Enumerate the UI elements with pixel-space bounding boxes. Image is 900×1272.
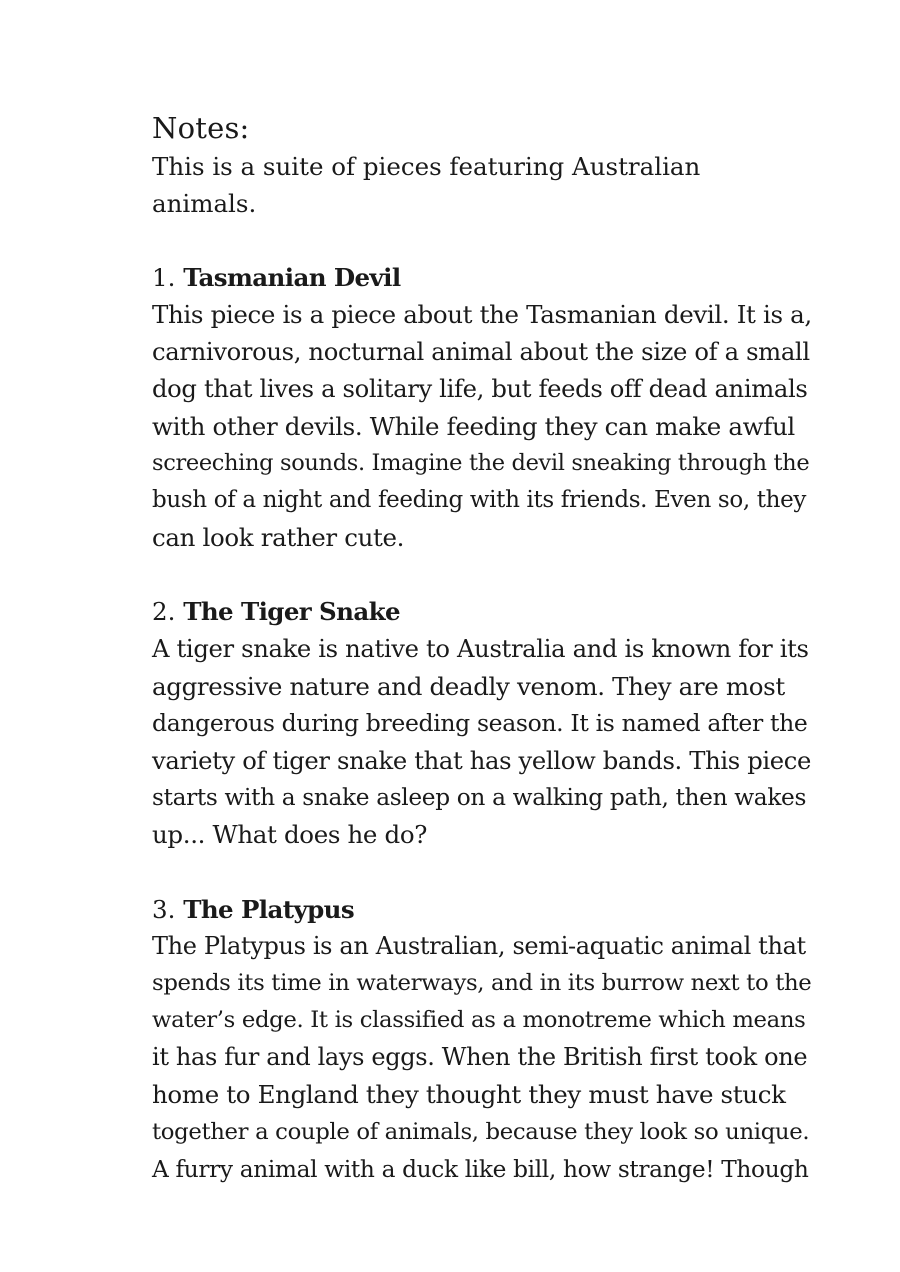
body-line: A tiger snake is native to Australia and is known for its (152, 634, 809, 664)
body-line: up... What does he do? (152, 820, 428, 850)
section-tasmanian-devil (152, 259, 812, 556)
body-line: it has fur and lays eggs. When the British first took one (152, 1043, 808, 1072)
intro-text: This is a suite of pieces featuring Australian animals. (152, 152, 701, 218)
section-tiger-snake (152, 593, 812, 853)
body-line: can look rather cute. (152, 523, 405, 553)
body-line: This piece is a piece about the Tasmanian devil. It is a, (152, 300, 812, 329)
section-title (152, 593, 812, 630)
body-line: with other devils. While feeding they can make awful (152, 411, 795, 441)
body-line: starts with a snake asleep on a walking path, then wakes (152, 784, 807, 812)
body-line: spends its time in waterways, and in its burrow next to the (152, 969, 812, 996)
body-line: dog that lives a solitary life, but feeds off dead animals (152, 374, 808, 404)
body-line: screeching sounds. Imagine the devil sneaking through the (152, 449, 810, 476)
body-line: variety of tiger snake that has yellow bands. This piece (152, 746, 812, 776)
section-title (152, 259, 812, 296)
body-line: The Platypus is an Australian, semi-aquatic animal that (152, 931, 806, 960)
section-name: The Platypus (183, 894, 355, 924)
body-line: dangerous during breeding season. It is named after the (152, 708, 808, 737)
document-page (152, 108, 812, 1188)
section-number: 2. (152, 597, 176, 627)
body-line: carnivorous, nocturnal animal about the size of a small (152, 337, 810, 367)
body-line: A furry animal with a duck like bill, how strange! Though (152, 1155, 809, 1183)
section-number: 1. (152, 263, 176, 292)
notes-heading: Notes: (152, 111, 250, 145)
body-line: bush of a night and feeding with its friends. Even so, they (152, 487, 806, 514)
section-name: The Tiger Snake (183, 597, 400, 627)
section-number: 3. (152, 894, 176, 924)
section-name: Tasmanian Devil (183, 263, 401, 292)
body-line: home to England they thought they must have stuck (152, 1080, 786, 1110)
section-title (152, 891, 812, 928)
body-line: aggressive nature and deadly venom. They are most (152, 671, 785, 701)
body-line: together a couple of animals, because they look so unique. (152, 1118, 810, 1145)
section-platypus (152, 891, 812, 1188)
body-line: water’s edge. It is classified as a monotreme which means (152, 1007, 806, 1034)
